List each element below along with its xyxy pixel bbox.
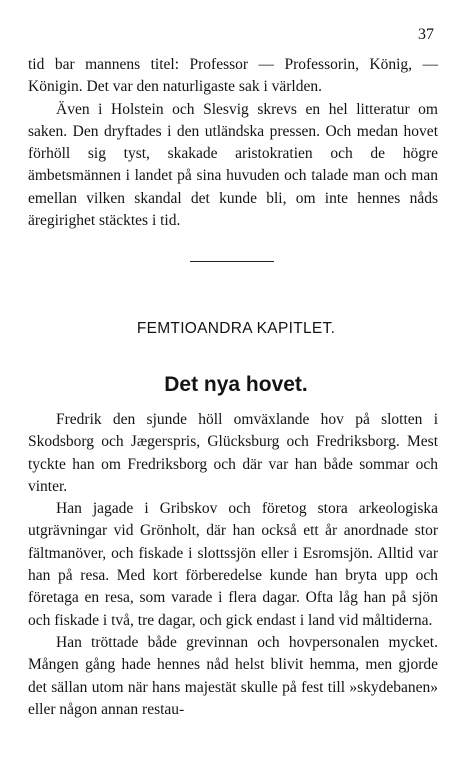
chapter-title: Det nya hovet. (164, 373, 308, 396)
paragraph: Han tröttade både grevinnan och hovpersonalen mycket. Mången gång hade hennes nåd helst blivit hemma, men gjorde det sällan utom när hans majestät skulle på fest till »skydebanen» eller någon annan restau- (28, 633, 438, 718)
top-text-block (28, 54, 438, 232)
section-divider (190, 261, 274, 262)
page-number: 37 (418, 26, 434, 43)
body-text-block (28, 409, 438, 721)
paragraph-continued: tid bar mannens titel: Professor — Professorin, König, — Königin. Det var den naturligaste sak i världen. (28, 56, 438, 96)
paragraph: Även i Holstein och Slesvig skrevs en hel litteratur om saken. Den dryftades i den utländska pressen. Och medan hovet förhöll sig tyst, skakade aristokratien och de högre ämbetsmännen i landet på sina huvuden och talade man och man emellan vilken skandal det kunde bli, om inte hennes nåds äregirighet stäcktes i tid. (28, 100, 438, 230)
paragraph: Fredrik den sjunde höll omväxlande hov på slotten i Skodsborg och Jægerspris, Glücksburg och Fredriksborg. Mest tyckte han om Fredriksborg och där var han både sommar och vinter. (28, 411, 438, 495)
chapter-label: FEMTIOANDRA KAPITLET. (136, 320, 336, 337)
paragraph: Han jagade i Gribskov och företog stora arkeologiska utgrävningar vid Grönholt, där han också ett år anordnade stor fältmanöver, och fiskade i slottssjön eller i Esromsjön. Alltid var han på resa. Med kort förberedelse kunde han bryta upp och företaga en resa, som varade i flera dagar. Ofta låg han på sjön och fiskade i två, tre dagar, och gick endast i land vid måltiderna. (28, 500, 438, 629)
